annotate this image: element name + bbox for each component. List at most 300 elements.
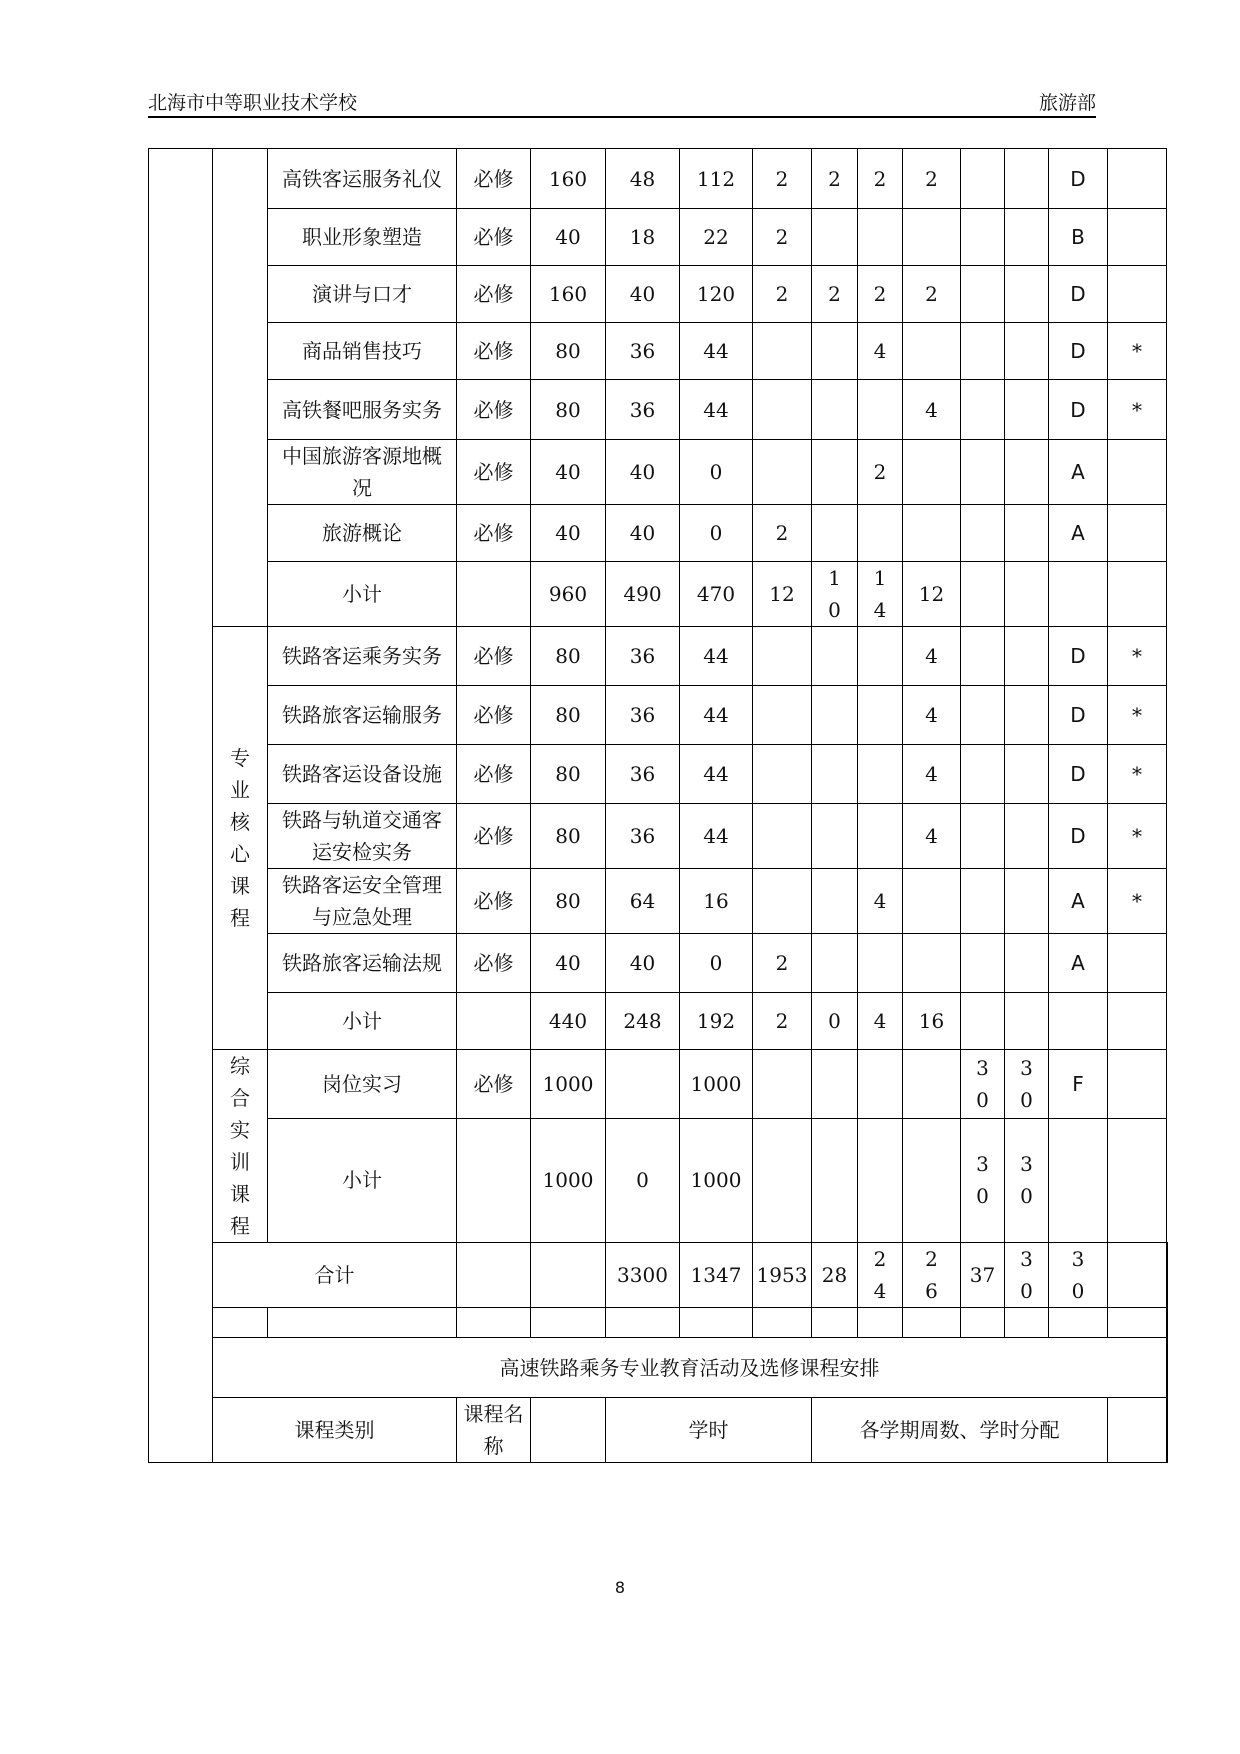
value-s6 <box>1005 209 1049 266</box>
empty-cell <box>606 1308 680 1338</box>
course-name: 铁路客运设备设施 <box>268 745 457 804</box>
value-theory: 248 <box>606 993 680 1050</box>
value-s5 <box>961 869 1005 934</box>
empty-cell <box>1049 993 1108 1050</box>
course-type: 必修 <box>457 686 531 745</box>
value-total: 40 <box>531 440 606 505</box>
value-total: 160 <box>531 149 606 209</box>
star-cell: * <box>1108 323 1167 380</box>
value-s3: 2 <box>858 266 903 323</box>
value-practice: 470 <box>680 562 753 627</box>
curriculum-table <box>148 148 1168 1463</box>
empty-cell <box>812 1050 858 1119</box>
value-s6 <box>1005 869 1049 934</box>
value-s6 <box>1005 440 1049 505</box>
star-cell: * <box>1108 380 1167 440</box>
value-s2-text: 10 <box>828 566 841 622</box>
category-outer-cell <box>149 149 213 1463</box>
value-s4: 2 <box>903 266 961 323</box>
value-s5-text: 30 <box>1020 1247 1033 1303</box>
value-s3 <box>858 380 903 440</box>
value-s6 <box>1005 505 1049 562</box>
value-theory: 36 <box>606 804 680 869</box>
assess-cell: D <box>1049 804 1108 869</box>
value-theory: 36 <box>606 323 680 380</box>
value-s3-text: 26 <box>925 1247 938 1303</box>
empty-cell <box>1049 1308 1108 1338</box>
value-theory: 40 <box>606 440 680 505</box>
value-s1: 2 <box>753 505 812 562</box>
star-cell: * <box>1108 869 1167 934</box>
value-s5 <box>961 1050 1005 1119</box>
star-cell <box>1108 209 1167 266</box>
value-s5 <box>961 323 1005 380</box>
value-s2 <box>858 1243 903 1308</box>
course-name: 职业形象塑造 <box>268 209 457 266</box>
value-s4: 4 <box>903 380 961 440</box>
value-s4 <box>903 505 961 562</box>
course-name: 铁路与轨道交通客运安检实务 <box>268 804 457 869</box>
value-practice: 44 <box>680 804 753 869</box>
value-s2 <box>812 209 858 266</box>
value-s6 <box>1005 804 1049 869</box>
empty-cell <box>858 1050 903 1119</box>
header-category: 课程类别 <box>213 1398 457 1463</box>
header-dist: 各学期周数、学时分配 <box>812 1398 1108 1463</box>
value-s3 <box>858 804 903 869</box>
value-s3 <box>858 686 903 745</box>
assess-cell: D <box>1049 745 1108 804</box>
value-practice: 0 <box>680 934 753 993</box>
empty-cell <box>961 993 1005 1050</box>
assess-cell: D <box>1049 380 1108 440</box>
empty-cell <box>1108 1308 1167 1338</box>
value-s4 <box>903 209 961 266</box>
value-s3 <box>903 1243 961 1308</box>
course-type: 必修 <box>457 804 531 869</box>
empty-cell <box>457 1243 531 1308</box>
value-s3: 4 <box>858 993 903 1050</box>
assess-cell: D <box>1049 627 1108 686</box>
course-type: 必修 <box>457 627 531 686</box>
course-type: 必修 <box>457 266 531 323</box>
value-theory: 40 <box>606 934 680 993</box>
value-s1: 28 <box>812 1243 858 1308</box>
table-row <box>149 1398 1168 1463</box>
value-s6 <box>1005 627 1049 686</box>
table-row <box>149 149 1168 209</box>
value-total: 960 <box>531 562 606 627</box>
table-row <box>149 440 1168 505</box>
value-practice: 44 <box>680 745 753 804</box>
empty-cell <box>1108 562 1167 627</box>
value-total: 80 <box>531 380 606 440</box>
value-s3 <box>858 562 903 627</box>
assess-cell: B <box>1049 209 1108 266</box>
value-s1 <box>753 380 812 440</box>
empty-cell <box>213 1308 268 1338</box>
value-s4 <box>903 323 961 380</box>
empty-cell <box>903 1308 961 1338</box>
value-s6 <box>1005 934 1049 993</box>
value-s2 <box>812 745 858 804</box>
category-training <box>213 1050 268 1243</box>
value-practice: 16 <box>680 869 753 934</box>
star-cell: * <box>1108 686 1167 745</box>
value-s1 <box>753 869 812 934</box>
value-total: 40 <box>531 505 606 562</box>
subtotal-label: 小计 <box>268 993 457 1050</box>
course-type <box>457 562 531 627</box>
value-theory <box>606 1050 680 1119</box>
value-s6-text: 30 <box>1071 1247 1085 1303</box>
value-practice: 0 <box>680 440 753 505</box>
value-s4: 37 <box>961 1243 1005 1308</box>
value-s5 <box>961 209 1005 266</box>
value-total: 40 <box>531 934 606 993</box>
value-s1 <box>753 627 812 686</box>
empty-cell <box>812 1308 858 1338</box>
value-theory: 1347 <box>680 1243 753 1308</box>
course-type: 必修 <box>457 505 531 562</box>
value-s2: 0 <box>812 993 858 1050</box>
empty-cell <box>961 1308 1005 1338</box>
course-name: 铁路客运乘务实务 <box>268 627 457 686</box>
value-theory: 40 <box>606 505 680 562</box>
star-cell: * <box>1108 627 1167 686</box>
value-s6 <box>1005 1050 1049 1119</box>
value-s5-text: 30 <box>976 1152 989 1209</box>
table-row <box>149 686 1168 745</box>
value-s3: 4 <box>858 323 903 380</box>
value-s4: 4 <box>903 686 961 745</box>
value-theory: 490 <box>606 562 680 627</box>
value-s5 <box>961 380 1005 440</box>
empty-cell <box>858 1118 903 1242</box>
value-theory: 36 <box>606 745 680 804</box>
empty-cell <box>1167 1308 1168 1338</box>
value-s1 <box>753 323 812 380</box>
assess-cell: D <box>1049 149 1108 209</box>
assess-cell: D <box>1049 323 1108 380</box>
value-practice: 192 <box>680 993 753 1050</box>
value-total: 80 <box>531 323 606 380</box>
table-row <box>149 323 1168 380</box>
value-s1 <box>753 745 812 804</box>
value-theory: 36 <box>606 380 680 440</box>
value-s2 <box>812 323 858 380</box>
value-total: 80 <box>531 745 606 804</box>
value-s1 <box>753 440 812 505</box>
value-s1: 2 <box>753 209 812 266</box>
empty-cell <box>531 1398 606 1463</box>
star-cell: * <box>1108 804 1167 869</box>
assess-cell: A <box>1049 505 1108 562</box>
table-row <box>149 209 1168 266</box>
table-row <box>149 1338 1168 1398</box>
empty-cell <box>812 1118 858 1242</box>
assess-cell: A <box>1049 934 1108 993</box>
course-type: 必修 <box>457 440 531 505</box>
table-row <box>149 505 1168 562</box>
value-s5-text: 30 <box>976 1055 989 1112</box>
value-s1: 2 <box>753 149 812 209</box>
value-practice: 44 <box>680 323 753 380</box>
value-s6 <box>1005 266 1049 323</box>
value-theory: 0 <box>606 1118 680 1242</box>
assess-cell: F <box>1049 1050 1108 1119</box>
school-name: 北海市中等职业技术学校 <box>148 92 358 114</box>
value-s4: 12 <box>903 562 961 627</box>
value-s6 <box>1049 1243 1108 1308</box>
value-s5 <box>961 1118 1005 1242</box>
value-theory: 18 <box>606 209 680 266</box>
course-name: 岗位实习 <box>268 1050 457 1119</box>
table-row <box>149 804 1168 869</box>
empty-cell <box>531 1243 606 1308</box>
empty-cell <box>531 1308 606 1338</box>
value-s3: 2 <box>858 440 903 505</box>
table-row <box>149 993 1168 1050</box>
table-row <box>149 869 1168 934</box>
value-s6 <box>1005 745 1049 804</box>
value-total: 80 <box>531 686 606 745</box>
table-row <box>149 934 1168 993</box>
course-type: 必修 <box>457 1050 531 1119</box>
assess-cell: D <box>1049 686 1108 745</box>
value-total: 3300 <box>606 1243 680 1308</box>
empty-cell <box>1005 993 1049 1050</box>
value-s5 <box>961 440 1005 505</box>
course-type: 必修 <box>457 323 531 380</box>
empty-cell <box>1167 1398 1168 1463</box>
empty-cell <box>753 1118 812 1242</box>
subtotal-label: 小计 <box>268 1118 457 1242</box>
value-s1: 2 <box>753 266 812 323</box>
value-practice: 44 <box>680 627 753 686</box>
course-name: 铁路客运安全管理与应急处理 <box>268 869 457 934</box>
value-s6-text: 30 <box>1020 1152 1033 1209</box>
empty-cell <box>858 1308 903 1338</box>
assess-cell: A <box>1049 869 1108 934</box>
value-s5 <box>961 149 1005 209</box>
value-s3 <box>858 627 903 686</box>
value-s4: 4 <box>903 745 961 804</box>
category-core <box>213 627 268 1050</box>
course-name: 铁路旅客运输法规 <box>268 934 457 993</box>
value-practice: 0 <box>680 505 753 562</box>
course-name: 高铁餐吧服务实务 <box>268 380 457 440</box>
value-total: 80 <box>531 627 606 686</box>
course-type: 必修 <box>457 934 531 993</box>
empty-cell <box>1108 1398 1167 1463</box>
course-type <box>457 993 531 1050</box>
course-name: 商品销售技巧 <box>268 323 457 380</box>
empty-cell <box>1108 1118 1167 1242</box>
table-row <box>149 1050 1168 1119</box>
star-cell <box>1108 440 1167 505</box>
star-cell <box>1108 1050 1167 1119</box>
empty-cell <box>1167 1243 1168 1308</box>
star-cell <box>1108 149 1167 209</box>
value-theory: 36 <box>606 627 680 686</box>
value-practice: 44 <box>680 686 753 745</box>
value-s6 <box>1005 686 1049 745</box>
value-total: 40 <box>531 209 606 266</box>
value-total: 440 <box>531 993 606 1050</box>
value-total: 1000 <box>531 1050 606 1119</box>
value-s3: 4 <box>858 869 903 934</box>
category-training-text: 综合实训课程 <box>230 1054 250 1238</box>
value-s2 <box>812 934 858 993</box>
value-s3 <box>858 934 903 993</box>
value-s2: 2 <box>812 149 858 209</box>
value-s5 <box>961 505 1005 562</box>
value-s6-text: 30 <box>1020 1055 1033 1112</box>
value-total: 1000 <box>531 1118 606 1242</box>
course-name: 中国旅游客源地概况 <box>268 440 457 505</box>
course-name: 旅游概论 <box>268 505 457 562</box>
empty-cell <box>961 562 1005 627</box>
course-name: 高铁客运服务礼仪 <box>268 149 457 209</box>
empty-cell <box>753 1308 812 1338</box>
star-cell: * <box>1108 745 1167 804</box>
empty-cell <box>903 1118 961 1242</box>
value-s6 <box>1005 149 1049 209</box>
value-s6 <box>1005 323 1049 380</box>
value-practice: 1953 <box>753 1243 812 1308</box>
course-type: 必修 <box>457 380 531 440</box>
value-theory: 64 <box>606 869 680 934</box>
empty-cell <box>1005 1308 1049 1338</box>
value-s5 <box>961 627 1005 686</box>
table-row <box>149 380 1168 440</box>
value-s3 <box>858 505 903 562</box>
value-s2 <box>812 627 858 686</box>
value-s4: 16 <box>903 993 961 1050</box>
value-theory: 40 <box>606 266 680 323</box>
value-practice: 112 <box>680 149 753 209</box>
assess-cell: A <box>1049 440 1108 505</box>
value-practice: 1000 <box>680 1050 753 1119</box>
course-name: 铁路旅客运输服务 <box>268 686 457 745</box>
empty-cell <box>753 1050 812 1119</box>
value-s5 <box>961 266 1005 323</box>
star-cell <box>1108 505 1167 562</box>
value-s3 <box>858 209 903 266</box>
value-s1 <box>753 804 812 869</box>
course-type: 必修 <box>457 149 531 209</box>
header-name: 课程名称 <box>457 1398 531 1463</box>
value-s2 <box>812 440 858 505</box>
course-name: 演讲与口才 <box>268 266 457 323</box>
value-s2 <box>812 505 858 562</box>
value-s2-text: 24 <box>873 1247 887 1303</box>
value-s5 <box>961 686 1005 745</box>
table-row <box>149 266 1168 323</box>
value-s5 <box>961 745 1005 804</box>
value-s2 <box>812 804 858 869</box>
star-cell <box>1108 266 1167 323</box>
value-s4: 4 <box>903 627 961 686</box>
value-s5 <box>1005 1243 1049 1308</box>
subtotal-label: 小计 <box>268 562 457 627</box>
value-practice: 22 <box>680 209 753 266</box>
section-title: 高速铁路乘务专业教育活动及选修课程安排 <box>213 1338 1167 1398</box>
value-s2: 2 <box>812 266 858 323</box>
table-row <box>149 1243 1168 1308</box>
value-total: 80 <box>531 804 606 869</box>
table-row <box>149 627 1168 686</box>
page-number: 8 <box>614 1578 626 1597</box>
value-s2 <box>812 686 858 745</box>
empty-cell <box>903 1050 961 1119</box>
empty-cell <box>1108 993 1167 1050</box>
empty-cell <box>268 1308 457 1338</box>
value-practice: 120 <box>680 266 753 323</box>
value-s4: 4 <box>903 804 961 869</box>
department-name: 旅游部 <box>1038 92 1096 114</box>
table-row <box>149 1118 1168 1242</box>
value-s4 <box>903 934 961 993</box>
value-s1: 12 <box>753 562 812 627</box>
table-row <box>149 562 1168 627</box>
value-s4: 2 <box>903 149 961 209</box>
empty-cell <box>1049 562 1108 627</box>
value-s4 <box>903 440 961 505</box>
empty-cell <box>1049 1118 1108 1242</box>
page-header <box>148 86 1096 118</box>
category-cell-a <box>213 149 268 627</box>
star-cell <box>1108 934 1167 993</box>
empty-cell <box>1167 1338 1168 1398</box>
value-practice: 1000 <box>680 1118 753 1242</box>
category-core-text: 专业核心课程 <box>230 746 250 930</box>
course-type <box>457 1118 531 1242</box>
empty-cell <box>680 1308 753 1338</box>
value-s4 <box>903 869 961 934</box>
value-s6 <box>1005 380 1049 440</box>
value-s5 <box>961 934 1005 993</box>
empty-cell <box>1108 1243 1167 1308</box>
value-practice: 44 <box>680 380 753 440</box>
value-s1: 2 <box>753 993 812 1050</box>
value-s3: 2 <box>858 149 903 209</box>
value-theory: 36 <box>606 686 680 745</box>
value-s2 <box>812 562 858 627</box>
value-s3 <box>858 745 903 804</box>
grand-total-label: 合计 <box>213 1243 457 1308</box>
value-total: 160 <box>531 266 606 323</box>
course-type: 必修 <box>457 745 531 804</box>
value-theory: 48 <box>606 149 680 209</box>
empty-cell <box>1005 562 1049 627</box>
value-s5 <box>961 804 1005 869</box>
assess-cell: D <box>1049 266 1108 323</box>
course-type: 必修 <box>457 869 531 934</box>
value-s1: 2 <box>753 934 812 993</box>
value-s6 <box>1005 1118 1049 1242</box>
header-hours: 学时 <box>606 1398 812 1463</box>
course-type: 必修 <box>457 209 531 266</box>
value-s2 <box>812 380 858 440</box>
table-row <box>149 745 1168 804</box>
value-total: 80 <box>531 869 606 934</box>
empty-cell <box>457 1308 531 1338</box>
value-s3-text: 14 <box>873 566 887 622</box>
table-row <box>149 1308 1168 1338</box>
value-s1 <box>753 686 812 745</box>
